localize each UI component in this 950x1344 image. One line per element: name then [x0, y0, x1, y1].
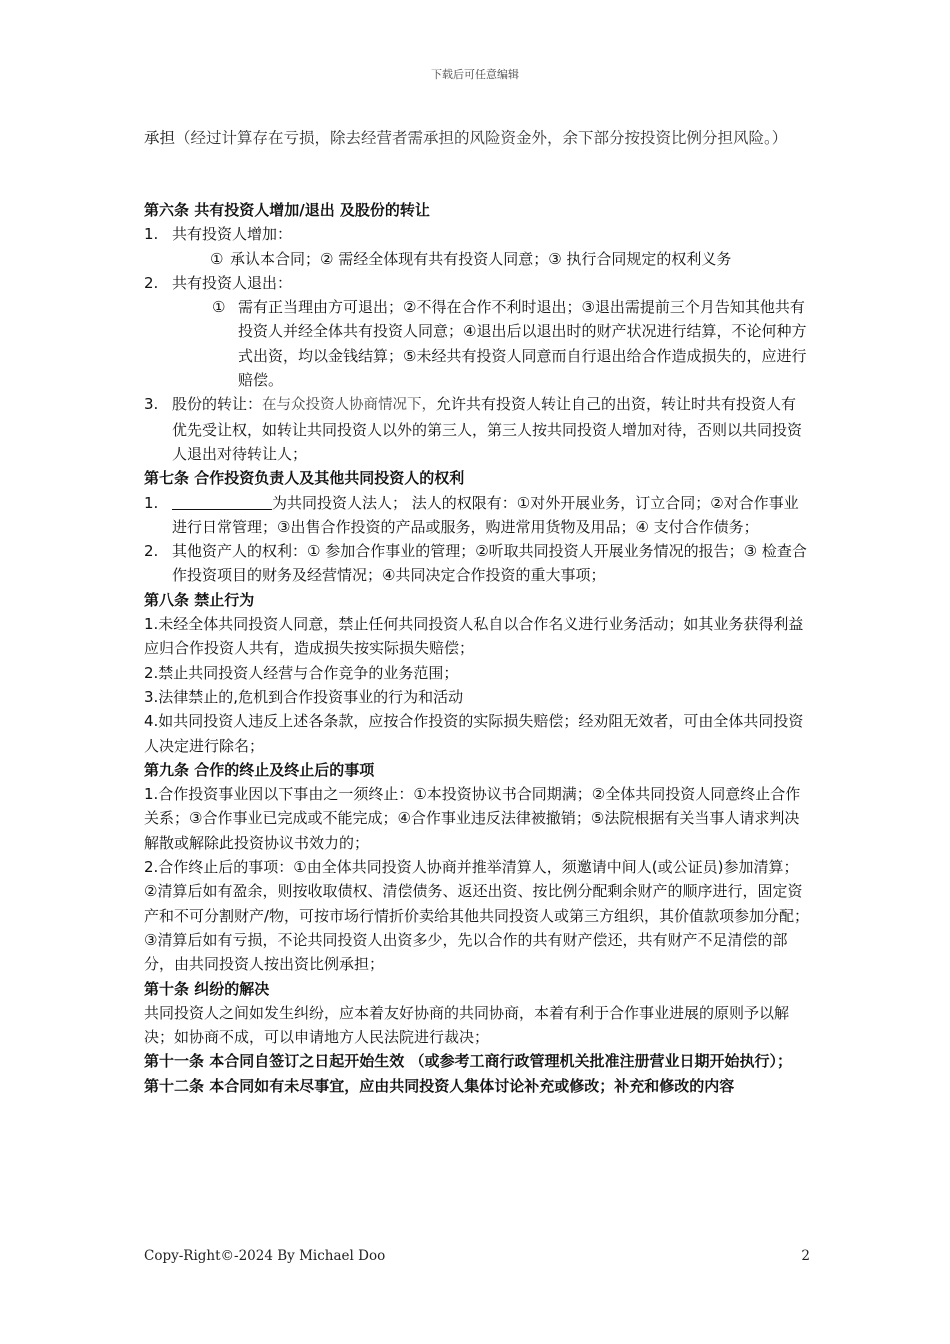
- article-6-title: 第六条 共有投资人增加/退出 及股份的转让: [144, 201, 430, 219]
- article-6-item-3: [144, 392, 810, 466]
- article-7-item-1: [144, 491, 810, 540]
- article-8-para-3: 3.法律禁止的,危机到合作投资事业的行为和活动: [144, 687, 464, 706]
- page-footer: [144, 1248, 810, 1264]
- item-text: 其他资产人的权利：① 参加合作事业的管理；②听取共同投资人开展业务情况的报告；③ 检查合作投资项目的财务及经营情况；④共同决定合作投资的重大事项；: [172, 542, 807, 585]
- article-7-title: 第七条 合作投资负责人及其他共同投资人的权利: [144, 469, 465, 488]
- article-8-para-1: 1.未经全体共同投资人同意，禁止任何共同投资人私自以合作名义进行业务活动；如其业务获得利益应归合作投资人共有，造成损失按实际损失赔偿；: [144, 615, 804, 658]
- article-10-para-1: 共同投资人之间如发生纠纷，应本着友好协商的共同协商，本着有利于合作事业进展的原则予以解决；如协商不成，可以申请地方人民法院进行裁决；: [144, 1003, 790, 1047]
- page-content: [144, 122, 810, 1098]
- sub-marker: ①: [210, 249, 224, 268]
- intro-rest: （经过计算存在亏损，除去经营者需承担的风险资金外，余下部分按投资比例分担风险。）: [175, 129, 788, 147]
- page-number: 2: [801, 1248, 810, 1264]
- contract-body: [144, 198, 810, 1098]
- item-number: 3.: [144, 395, 159, 414]
- article-11-title: 第十一条 本合同自签订之日起开始生效 （或参考工商行政管理机关批准注册营业日期开始执行）；: [144, 1052, 792, 1071]
- sub-text: 需有正当理由方可退出；②不得在合作不利时退出；③退出需提前三个月告知其他共有投资人并经全体共有投资人同意；④退出后以退出时的财产状况进行结算，不论何种方式出资，均以金钱结算；⑤未经共有投资人同意而自行退出给合作造成损失的，应进行赔偿。: [238, 298, 807, 390]
- item-text: 共有投资人增加：: [172, 225, 293, 244]
- page-header: 下载后可任意编辑: [431, 68, 519, 81]
- copyright-text: Copy-Right©-2024 By Michael Doo: [144, 1248, 386, 1264]
- item-text: 为共同投资人法人； 法人的权限有：①对外开展业务，订立合同；②对合作事业进行日常管理；③出售合作投资的产品或服务，购进常用货物及用品；④ 支付合作债务；: [172, 493, 799, 536]
- intro-paragraph: [144, 122, 810, 154]
- article-8-para-2: 2.禁止共同投资人经营与合作竞争的业务范围；: [144, 663, 459, 682]
- item-number: 1.: [144, 493, 159, 512]
- item-number: 2.: [144, 273, 159, 292]
- item-text: 共有投资人退出：: [172, 273, 293, 292]
- article-8-title: 第八条 禁止行为: [144, 590, 255, 609]
- item-serif-text: 在与众投资人协商情况下，: [262, 397, 437, 414]
- article-6-item-1-sub: [144, 247, 810, 271]
- article-6-item-2: [144, 271, 810, 295]
- item-lead: 股份的转让：: [172, 395, 263, 414]
- intro-lead: 承担: [144, 129, 176, 147]
- item-number: 1.: [144, 225, 159, 244]
- blank-underline: [172, 493, 272, 510]
- article-9-para-2: 2.合作终止后的事项：①由全体共同投资人协商并推举清算人，须邀请中间人(或公证员)参加清算；②清算后如有盈余，则按收取债权、清偿债务、返还出资、按比例分配剩余财产的顺序进行，固定资产和不可分割财产/物，可按市场行情折价卖给其他共同投资人或第三方组织，其价值款项参加分配；③清算后如有亏损，不论共同投资人出资多少，先以合作的共有财产偿还，共有财产不足清偿的部分，由共同投资人按出资比例承担；: [144, 858, 810, 974]
- sub-marker: ①: [212, 298, 226, 317]
- item-text: 允许共有投资人转让自己的出资，转让时共有投资人有优先受让权，如转让共同投资人以外的第三人，第三人按共同投资人增加对待，否则以共同投资人退出对待转让人；: [172, 395, 803, 463]
- article-7-item-2: [144, 539, 810, 588]
- article-6-item-2-sub: [144, 295, 810, 392]
- article-12-title: 第十二条 本合同如有未尽事宜，应由共同投资人集体讨论补充或修改；补充和修改的内容: [144, 1076, 735, 1095]
- item-number: 2.: [144, 542, 159, 561]
- article-10-title: 第十条 纠纷的解决: [144, 979, 270, 998]
- article-9-para-1: 1.合作投资事业因以下事由之一须终止：①本投资协议书合同期满；②全体共同投资人同意终止合作关系；③合作事业已完成或不能完成；④合作事业违反法律被撤销；⑤法院根据有关当事人请求判决解散或解除此投资协议书效力的；: [144, 785, 801, 852]
- article-8-para-4: 4.如共同投资人违反上述各条款，应按合作投资的实际损失赔偿；经劝阻无效者，可由全体共同投资人决定进行除名；: [144, 712, 804, 755]
- sub-text: 承认本合同；② 需经全体现有共有投资人同意；③ 执行合同规定的权利义务: [230, 249, 732, 268]
- article-6-item-1: [144, 222, 810, 246]
- article-9-title: 第九条 合作的终止及终止后的事项: [144, 760, 375, 779]
